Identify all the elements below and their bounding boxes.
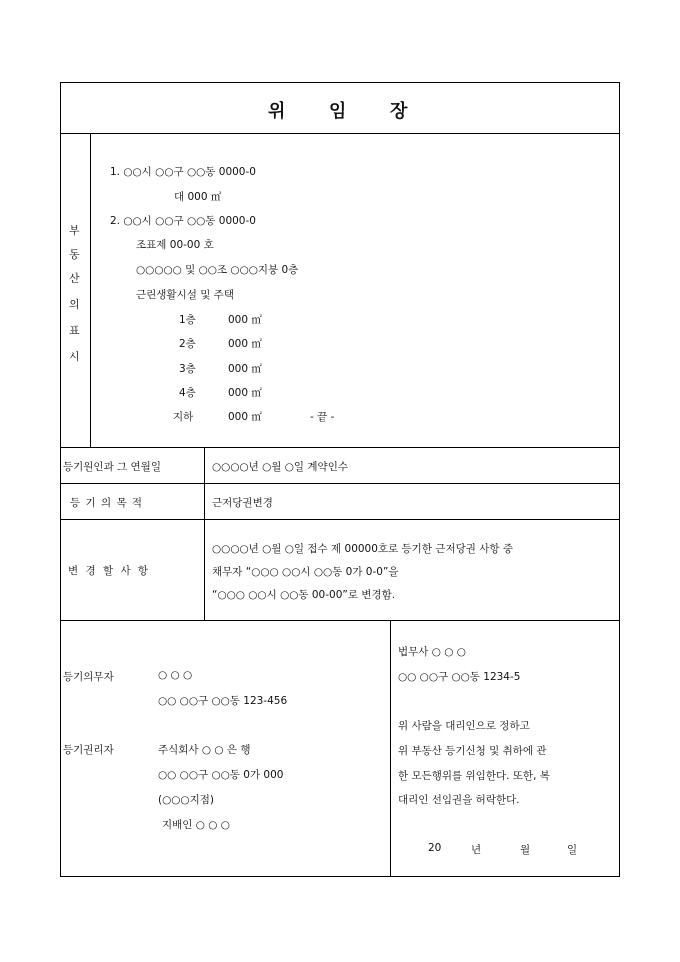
holder-manager: 지배인 ○ ○ ○: [162, 819, 230, 831]
divider: [60, 447, 620, 448]
agent-text-line: 한 모든행위를 위임한다. 또한, 복: [398, 770, 550, 782]
divider: [390, 620, 391, 876]
floor-area: 000 ㎡: [228, 314, 262, 326]
agent-text-line: 위 부동산 등기신청 및 취하에 관: [398, 745, 547, 757]
floor-label: 1층: [179, 314, 196, 326]
obligor-address: ○○ ○○구 ○○동 123-456: [158, 695, 288, 707]
floor-area: 000 ㎡: [228, 411, 262, 423]
cause-value: ○○○○년 ○월 ○일 계약인수: [212, 461, 348, 473]
title-char-2: 임: [329, 101, 347, 122]
property-line: 근린생활시설 및 주택: [136, 289, 234, 301]
date-year-unit: 년: [471, 844, 482, 856]
changes-line: 채무자 “○○○ ○○시 ○○동 0가 0-0”을: [212, 566, 399, 578]
obligor-label: 등기의무자: [63, 671, 114, 683]
changes-label: 변 경 할 사 항: [68, 565, 151, 577]
floor-area: 000 ㎡: [228, 387, 262, 399]
property-line: ○○○○○ 및 ○○조 ○○○지붕 0층: [136, 264, 299, 276]
holder-label: 등기권리자: [63, 744, 114, 756]
divider: [204, 447, 205, 620]
date-month-unit: 월: [520, 844, 531, 856]
floor-label: 3층: [179, 363, 196, 375]
property-line: 2. ○○시 ○○구 ○○동 0000-0: [110, 215, 256, 227]
divider: [60, 519, 620, 520]
holder-address: ○○ ○○구 ○○동 0가 000: [158, 769, 284, 781]
property-line: 1. ○○시 ○○구 ○○동 0000-0: [110, 166, 256, 178]
agent-name: 법무사 ○ ○ ○: [398, 646, 466, 658]
changes-line: ○○○○년 ○월 ○일 접수 제 00000호로 등기한 근저당권 사항 중: [212, 543, 513, 555]
floor-label: 2층: [179, 338, 196, 350]
agent-text-line: 위 사람을 대리인으로 정하고: [398, 720, 530, 732]
floor-area: 000 ㎡: [228, 338, 262, 350]
agent-address: ○○ ○○구 ○○동 1234-5: [398, 671, 521, 683]
divider: [90, 133, 91, 447]
obligor-name: ○ ○ ○: [158, 669, 193, 681]
changes-line: “○○○ ○○시 ○○동 00-00”로 변경함.: [212, 589, 396, 601]
border-right: [619, 82, 620, 877]
title-char-1: 위: [268, 101, 286, 122]
title-char-3: 장: [390, 101, 408, 122]
purpose-value: 근저당권변경: [212, 497, 273, 509]
floor-label: 지하: [173, 411, 194, 423]
date-day-unit: 일: [567, 844, 578, 856]
property-line: 대 000 ㎡: [174, 191, 222, 203]
border-left: [60, 82, 61, 877]
floor-area: 000 ㎡: [228, 363, 262, 375]
end-mark: - 끝 -: [310, 411, 335, 423]
divider: [60, 483, 620, 484]
border-top: [60, 82, 620, 83]
purpose-label: 등 기 의 목 적: [70, 497, 144, 509]
border-bottom: [60, 876, 620, 877]
divider: [60, 620, 620, 621]
property-line: 조표제 00-00 호: [136, 239, 214, 251]
floor-label: 4층: [179, 387, 196, 399]
holder-name: 주식회사 ○ ○ 은 행: [158, 744, 251, 756]
date-year: 20: [428, 842, 442, 854]
agent-text-line: 대리인 선임권을 허락한다.: [398, 794, 520, 806]
holder-branch: (○○○지점): [158, 794, 214, 806]
divider: [60, 133, 620, 134]
cause-label: 등기원인과 그 연월일: [63, 461, 161, 473]
